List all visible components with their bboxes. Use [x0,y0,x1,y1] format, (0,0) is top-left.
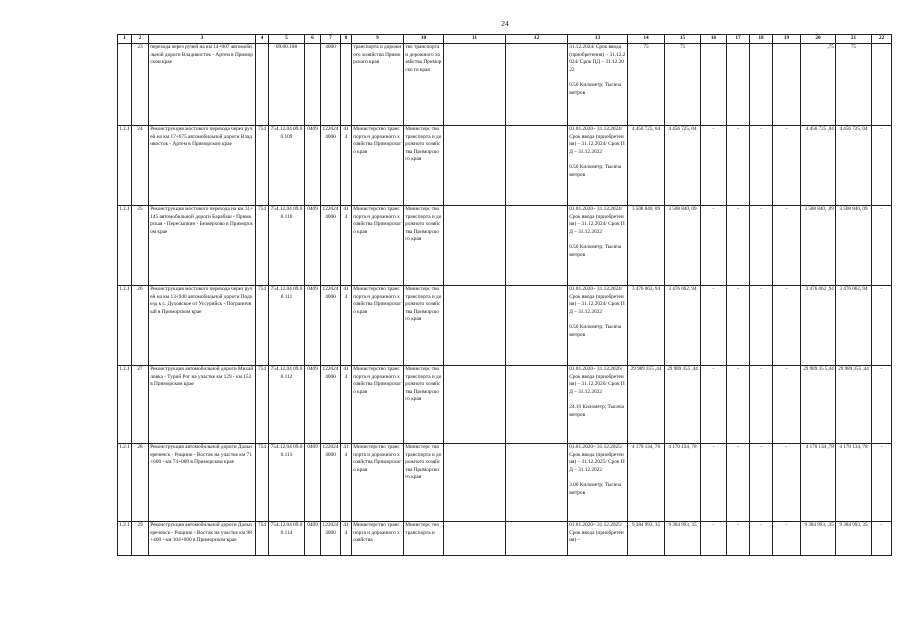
cell-col-20: ,75 [801,44,836,126]
cell-col-3: перехода через ручей на км 14+007 автомобильной дороги Владивосток - Артем в Приморском крае [149,44,256,126]
cell-col-4: 754 [256,206,269,286]
cell-col-18: - [750,522,773,556]
cell-col-22: - [872,444,892,522]
cell-col-15: 4 170 134, 78 [665,444,701,522]
cell-col-19: - [773,206,801,286]
cell-col-3: Реконструкция автомобильной дороги Дальнереченск - Рощино - Восток на участке км 98+400 - км 104+000 в Приморском крае [149,522,256,556]
cell-col-18: - [750,444,773,522]
cell-col-18: - [750,286,773,366]
cell-col-4: 754 [256,126,269,206]
cell-col-8: 414 [341,126,352,206]
cell-col-17 [727,44,750,126]
column-number-9: 9 [352,35,404,44]
column-number-16: 16 [701,35,727,44]
column-number-1: 1 [118,35,132,44]
cell-col-1: 1.2.1 [118,522,132,556]
cell-col-16: - [701,206,727,286]
column-number-6: 6 [305,35,321,44]
cell-col-11 [444,286,506,366]
cell-col-12 [506,522,568,556]
cell-col-12 [506,206,568,286]
cell-col-21: 4 170 134, 78 [836,444,872,522]
cell-col-6: 0409 [305,522,321,556]
cell-col-9: Министерство транспорта и дорожного хозяйства Приморского края [352,444,404,522]
cell-col-18 [750,44,773,126]
cell-col-17: - [727,522,750,556]
cell-col-2: 29 [132,522,149,556]
column-number-18: 18 [750,35,773,44]
column-number-13: 13 [568,35,628,44]
cell-col-2: 25 [132,206,149,286]
cell-col-20: 3 508 840, ,09 [801,206,836,286]
cell-col-11 [444,366,506,444]
table-body [118,44,892,556]
cell-col-7: 4000 [321,44,341,126]
cell-col-22: - [872,206,892,286]
cell-col-6: 0409 [305,286,321,366]
cell-col-9: Министерство транспорта и дорожного хозяйства Приморского края [352,366,404,444]
cell-col-11 [444,44,506,126]
cell-col-7: 122024 4000 [321,522,341,556]
column-number-8: 8 [341,35,352,44]
table-row [118,444,892,522]
cell-col-10: тво транспорта и дорожного хозяйства Приморско го края [404,44,444,126]
column-number-14: 14 [628,35,665,44]
cell-col-10: Министерс тво транспорта и дорожного хозяйства Приморско го края [404,444,444,522]
cell-col-12 [506,126,568,206]
cell-col-19: - [773,444,801,522]
cell-col-22: - [872,286,892,366]
cell-col-17: - [727,366,750,444]
cell-col-11 [444,206,506,286]
cell-col-4: 754 [256,522,269,556]
column-number-15: 15 [665,35,701,44]
cell-col-22: - [872,126,892,206]
cell-col-13: 01.01.2020– 31.12.2024/ Срок ввода (приобретения) – 31.12.2024/ Срок ПД – 31.12.2022 0.50 Километр; Тысяча метров [568,206,628,286]
cell-col-16: - [701,126,727,206]
table-row [118,366,892,444]
cell-col-1: 1.2.1 [118,286,132,366]
cell-col-22: - [872,366,892,444]
cell-col-17: - [727,286,750,366]
cell-col-12 [506,444,568,522]
cell-col-14: 3 476 062, 94 [628,286,665,366]
cell-col-8: 414 [341,366,352,444]
column-number-7: 7 [321,35,341,44]
cell-col-8: 414 [341,444,352,522]
cell-col-9: транспорта и дорожного хозяйства Приморского края [352,44,404,126]
cell-col-16: - [701,522,727,556]
cell-col-3: Реконструкция мостового перехода через ручей на км 13+940 автомобильной дороги Подъезд к с. Духовское от Уссурийск - Пограничный в Приморском крае [149,286,256,366]
cell-col-20: 3 476 062 ,94 [801,286,836,366]
cell-col-17: - [727,126,750,206]
cell-col-14: 4 170 134, 78 [628,444,665,522]
cell-col-8: 414 [341,286,352,366]
column-number-17: 17 [727,35,750,44]
cell-col-9: Министерство транспорта и дорожного хозяйства Приморского края [352,286,404,366]
cell-col-13: 31.12.2024/ Срок ввода (приобретения) – 31.12.2024/ Срок ПД – 31.12.2022 0.50 Километр; Тысяча метров [568,44,628,126]
column-number-2: 2 [132,35,149,44]
column-number-5: 5 [269,35,305,44]
cell-col-21: 29 989 355 ,44 [836,366,872,444]
cell-col-13: 01.01.2020– 31.12.2025/ Срок ввода (приобретения) – 31.12.2025/ Срок ПД – 31.12.2022 3.00 Километр; Тысяча метров [568,444,628,522]
cell-col-18: - [750,366,773,444]
cell-col-18: - [750,126,773,206]
cell-col-2: 23 [132,44,149,126]
cell-col-12 [506,286,568,366]
cell-col-3: Реконструкция автомобильной дороги Дальнереченск - Рощино - Восток на участке км 71+600 - км 74+000 в Приморском крае [149,444,256,522]
cell-col-7: 122024 4000 [321,286,341,366]
cell-col-4: 754 [256,286,269,366]
cell-col-8 [341,44,352,126]
cell-col-7: 122024 4000 [321,366,341,444]
cell-col-20: 4 456 725 ,04 [801,126,836,206]
cell-col-6: 0409 [305,444,321,522]
cell-col-5: 754.12.04 09.00.113 [269,444,305,522]
cell-col-12 [506,44,568,126]
cell-col-5: 754.12.04 09.00.109 [269,126,305,206]
cell-col-13: 01.01.2020– 31.12.2024/ Срок ввода (приобретения) – 31.12.2024/ Срок ПД – 31.12.2022 0.50 Километр; Тысяча метров [568,126,628,206]
cell-col-1: 1.2.1 [118,126,132,206]
column-number-19: 19 [773,35,801,44]
cell-col-9: Министерство транспорта и дорожного хозяйства Приморского края [352,206,404,286]
cell-col-14: 3 508 840, 09 [628,206,665,286]
cell-col-8: 414 [341,206,352,286]
column-number-21: 21 [836,35,872,44]
cell-col-14: 9 384 993, 35 [628,522,665,556]
cell-col-10: Министерс тво транспорта и дорожного хозяйства Приморско го края [404,206,444,286]
cell-col-10: Министерс тво транспорта и дорожного хозяйства Приморско го края [404,366,444,444]
cell-col-19 [773,44,801,126]
cell-col-16: - [701,286,727,366]
cell-col-15: 4 456 725, 04 [665,126,701,206]
cell-col-5: 754.12.04 09.00.111 [269,286,305,366]
cell-col-3: Реконструкция мостового перехода на км 31+145 автомобильной дороги Барабаш - Приморская - Пересыпкин - Безверхово в Приморском крае [149,206,256,286]
table-row [118,44,892,126]
cell-col-8: 414 [341,522,352,556]
cell-col-10: Министерс тво транспорта и дорожного хозяйства Приморско го края [404,286,444,366]
cell-col-5: 754.12.04 09.00.112 [269,366,305,444]
cell-col-15: 9 384 993, 35 [665,522,701,556]
cell-col-22 [872,44,892,126]
cell-col-5: 754.12.04 09.00.114 [269,522,305,556]
column-number-row [118,35,892,44]
cell-col-13: 01.01.2020– 31.12.2024/ Срок ввода (приобретения) – 31.12.2024/ Срок ПД – 31.12.2022 0.50 Километр; Тысяча метров [568,286,628,366]
cell-col-21: 75 [836,44,872,126]
cell-col-6: 0409 [305,206,321,286]
cell-col-10: Министерс тво транспорта и дорожного хозяйства Приморско го края [404,126,444,206]
cell-col-14: 29 989 355 ,44 [628,366,665,444]
cell-col-9: Министерство транспорта и дорожного хозяйства [352,522,404,556]
column-number-11: 11 [444,35,506,44]
cell-col-3: Реконструкция мостового перехода через ручей на км 17+675 автомобильной дороги Владивосток - Артем в Приморском крае [149,126,256,206]
cell-col-20: 9 384 993, ,35 [801,522,836,556]
cell-col-3: Реконструкция автомобильной дороги Михайловка - Турий Рог на участке км 129 - км 152 в Приморском крае [149,366,256,444]
cell-col-10: Министерс тво транспорта и [404,522,444,556]
cell-col-15: 29 989 355 ,44 [665,366,701,444]
cell-col-16 [701,44,727,126]
column-number-22: 22 [872,35,892,44]
cell-col-13: 01.01.2020– 31.12.2026/ Срок ввода (приобретения) – 31.12.2026/ Срок ПД – 31.12.2022 24.10 Километр; Тысяча метров [568,366,628,444]
cell-col-21: 9 384 993, 35 [836,522,872,556]
cell-col-5: 09.00.108 [269,44,305,126]
column-number-10: 10 [404,35,444,44]
column-number-12: 12 [506,35,568,44]
cell-col-2: 28 [132,444,149,522]
cell-col-9: Министерство транспорта и дорожного хозяйства Приморского края [352,126,404,206]
table-row [118,126,892,206]
cell-col-6 [305,44,321,126]
cell-col-2: 24 [132,126,149,206]
column-number-20: 20 [801,35,836,44]
cell-col-16: - [701,444,727,522]
cell-col-15: 3 476 062, 94 [665,286,701,366]
cell-col-6: 0409 [305,366,321,444]
cell-col-18: - [750,206,773,286]
cell-col-2: 27 [132,366,149,444]
cell-col-11 [444,126,506,206]
cell-col-4: 754 [256,366,269,444]
column-number-4: 4 [256,35,269,44]
cell-col-1: 1.2.1 [118,206,132,286]
cell-col-20: 4 170 134 ,78 [801,444,836,522]
cell-col-7: 122024 4000 [321,126,341,206]
cell-col-5: 754.12.04 09.00.110 [269,206,305,286]
table-row [118,522,892,556]
cell-col-15: 75 [665,44,701,126]
cell-col-1: 1.2.1 [118,366,132,444]
cell-col-20: 29 989 35 5,44 [801,366,836,444]
cell-col-21: 3 476 062, 94 [836,286,872,366]
cell-col-1: 1.2.1 [118,444,132,522]
cell-col-2: 26 [132,286,149,366]
cell-col-15: 3 508 840, 09 [665,206,701,286]
cell-col-14: 75 [628,44,665,126]
cell-col-16: - [701,366,727,444]
cell-col-7: 122024 4000 [321,444,341,522]
cell-col-19: - [773,286,801,366]
page-number: 24 [501,19,509,28]
cell-col-14: 4 456 725, 04 [628,126,665,206]
cell-col-21: 4 456 725, 04 [836,126,872,206]
cell-col-22: - [872,522,892,556]
cell-col-17: - [727,444,750,522]
cell-col-19: - [773,366,801,444]
cell-col-1 [118,44,132,126]
cell-col-19: - [773,522,801,556]
cell-col-4 [256,44,269,126]
cell-col-6: 0409 [305,126,321,206]
table-row [118,286,892,366]
table-row [118,206,892,286]
register-table [117,34,892,556]
cell-col-11 [444,522,506,556]
cell-col-19: - [773,126,801,206]
column-number-3: 3 [149,35,256,44]
cell-col-4: 754 [256,444,269,522]
cell-col-17: - [727,206,750,286]
cell-col-21: 3 508 840, 09 [836,206,872,286]
cell-col-13: 01.01.2020– 31.12.2025/ Срок ввода (приобретения) – [568,522,628,556]
cell-col-7: 122024 4000 [321,206,341,286]
cell-col-12 [506,366,568,444]
cell-col-11 [444,444,506,522]
